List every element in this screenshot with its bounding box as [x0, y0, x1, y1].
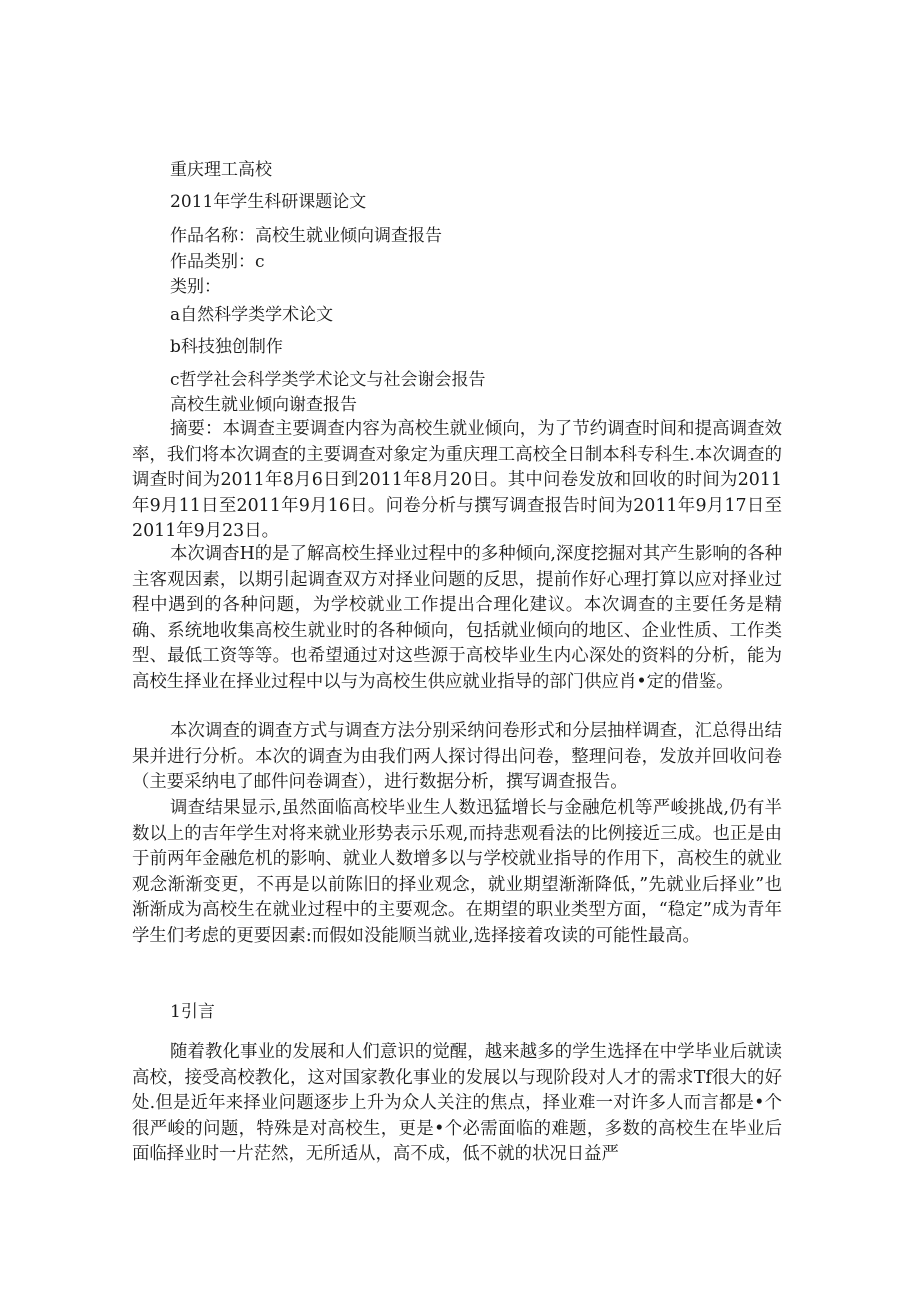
category-a: a自然科学类学术论文	[170, 305, 334, 325]
section-heading-introduction: 1引言	[170, 1002, 215, 1022]
purpose-paragraph: 本次调杳H的是了解高校生择业过程中的多种倾向,深度挖掘对其产生影响的各种主客观因素，以期引起调查双方对择业问题的反思，提前作好心理打算以应对择业过程中遇到的各种问题，为学校就业工作提出合理化建议。本次调查的主要任务是精确、系统地收集高校生就业时的各种倾向，包括就业倾向的地区、企业性质、工作类型、最低工资等等。也希望通过对这些源于高校毕业生内心深处的资料的分析，能为高校生择业在择业过程中以与为高校生供应就业指导的部门供应肖•定的借鉴。	[132, 544, 782, 692]
work-name: 作品名称：高校生就业倾向调查报告	[170, 226, 442, 246]
category-label: 类别：	[170, 277, 221, 297]
paper-subtitle: 2011年学生科研课题论文	[170, 192, 367, 212]
report-title: 高校生就业倾向谢查报告	[170, 395, 357, 415]
category-b: b科技独创制作	[170, 337, 283, 357]
category-c: c哲学社会科学类学术论文与社会谢会报告	[170, 370, 486, 390]
results-paragraph: 调查结果显示,虽然面临高校毕业生人数迅猛增长与金融危机等严峻挑战,仍有半数以上的吉年学生对将来就业形势表示乐观,而持悲观看法的比例接近三成。也正是由于前两年金融危机的影响、就业人数增多以与学校就业指导的作用下，高校生的就业观念渐渐变更，不再是以前陈旧的择业观念，就业期望渐渐降低，”先就业后择业”也渐渐成为高校生在就业过程中的主要观念。在期望的职业类型方面，“稳定”成为青年学生们考虑的更要因素:而假如没能顺当就业,选择接着攻读的可能性最高。	[132, 798, 782, 946]
method-paragraph: 本次调查的调查方式与调查方法分别采纳问卷形式和分层抽样调查，汇总得出结果并进行分析。本次的调查为由我们两人探讨得出问卷，整理问卷，发放并回收问卷（主要采纳电了邮件问卷调查），进行数据分析，撰写调查报告。	[132, 721, 782, 792]
introduction-paragraph: 随着教化事业的发展和人们意识的觉醒，越来越多的学生选择在中学毕业后就读高校，接受高校教化，这对国家教化事业的发展以与现阶段对人才的需求Tf很大的好处.但是近年来择业问题逐步上升为众人关注的焦点，择业难一对许多人而言都是•个很严峻的问题，特殊是对高校生，更是•个必需面临的难题，多数的高校生在毕业后面临择业时一片茫然，无所适从，高不成，低不就的状况日益严	[132, 1042, 782, 1164]
work-category: 作品类别：c	[170, 252, 265, 272]
school-name: 重庆理工高校	[170, 160, 272, 180]
abstract-paragraph: 摘要：本调查主要调查内容为高校生就业倾向，为了节约调查时间和提高调查效率，我们将本次调查的主要调查对象定为重庆理工高校全日制本科专科生.本次调查的调查时间为2011年8月6日到2011年8月20日。其中问卷发放和回收的时间为2011年9月11日至2011年9月16日。问卷分析与撰写调查报告时间为2011年9月17日至2011年9月23日。	[132, 419, 782, 541]
